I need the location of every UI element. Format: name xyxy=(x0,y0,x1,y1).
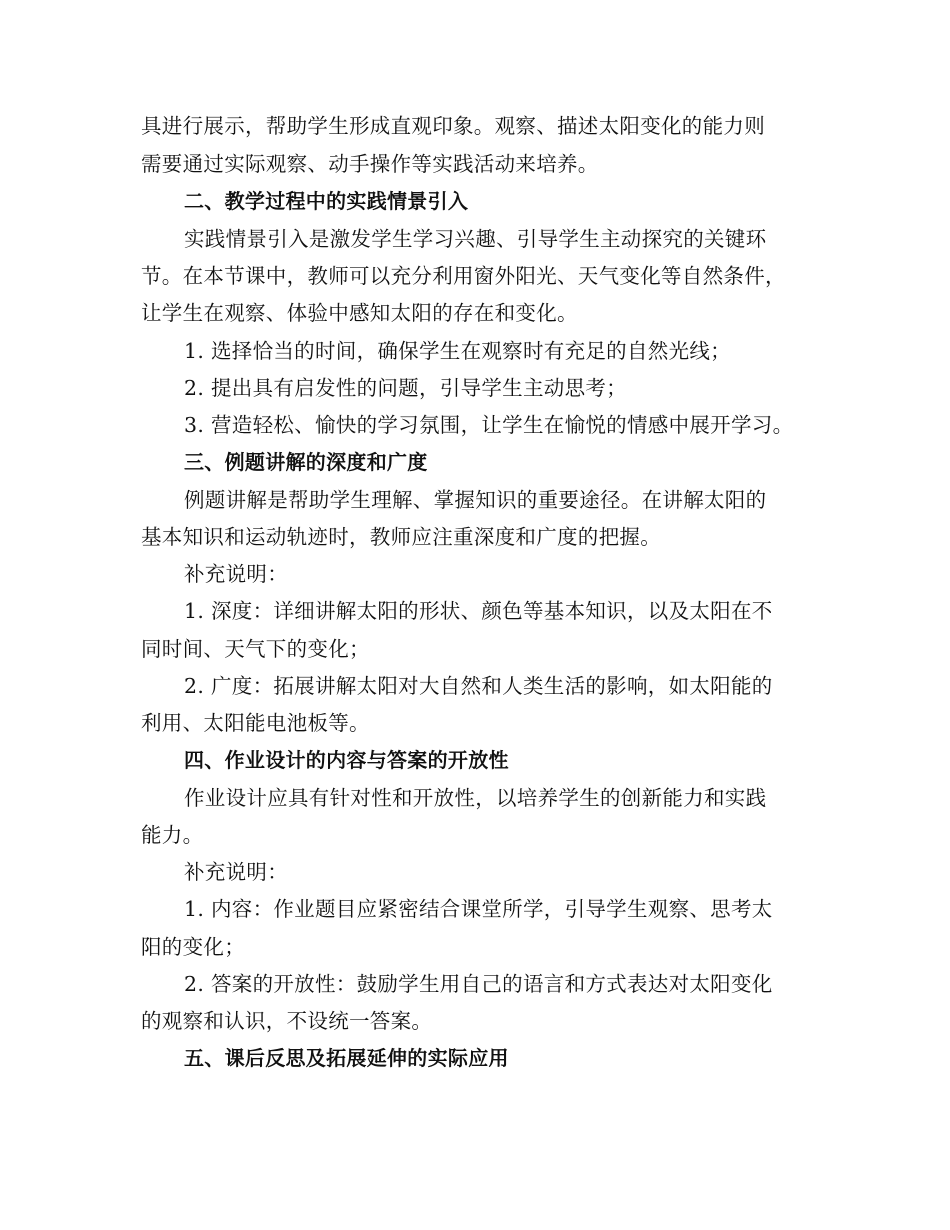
body-text-line: 节。在本节课中，教师可以充分利用窗外阳光、天气变化等自然条件， xyxy=(141,264,786,288)
list-item: 1. 深度：详细讲解太阳的形状、颜色等基本知识，以及太阳在不 xyxy=(184,599,773,623)
list-item: 2. 提出具有启发性的问题，引导学生主动思考； xyxy=(184,376,627,400)
section-heading-3: 三、例题讲解的深度和广度 xyxy=(184,450,428,474)
list-item: 1. 内容：作业题目应紧密结合课堂所学，引导学生观察、思考太 xyxy=(184,897,773,921)
body-text-line: 作业设计应具有针对性和开放性，以培养学生的创新能力和实践 xyxy=(184,786,767,810)
list-item: 2. 广度：拓展讲解太阳对大自然和人类生活的影响，如太阳能的 xyxy=(184,674,773,698)
section-heading-2: 二、教学过程中的实践情景引入 xyxy=(184,189,469,213)
list-item-continuation: 利用、太阳能电池板等。 xyxy=(141,711,370,735)
list-item-continuation: 的观察和认识，不设统一答案。 xyxy=(141,1009,433,1033)
list-item-continuation: 阳的变化； xyxy=(141,935,245,959)
section-heading-4: 四、作业设计的内容与答案的开放性 xyxy=(184,748,509,772)
body-text-line: 实践情景引入是激发学生学习兴趣、引导学生主动探究的关键环 xyxy=(184,227,767,251)
section-heading-5: 五、课后反思及拓展延伸的实际应用 xyxy=(184,1046,509,1070)
list-item: 2. 答案的开放性：鼓励学生用自己的语言和方式表达对太阳变化 xyxy=(184,972,773,996)
body-text-line: 需要通过实际观察、动手操作等实践活动来培养。 xyxy=(141,152,599,176)
body-text-line: 具进行展示，帮助学生形成直观印象。观察、描述太阳变化的能力则 xyxy=(141,114,765,138)
list-item: 3. 营造轻松、愉快的学习氛围，让学生在愉悦的情感中展开学习。 xyxy=(184,413,794,437)
body-text-line: 基本知识和运动轨迹时，教师应注重深度和广度的把握。 xyxy=(141,525,661,549)
body-text-line: 例题讲解是帮助学生理解、掌握知识的重要途径。在讲解太阳的 xyxy=(184,488,767,512)
note-label: 补充说明： xyxy=(184,562,288,586)
body-text-line: 让学生在观察、体验中感知太阳的存在和变化。 xyxy=(141,301,578,325)
list-item: 1. 选择恰当的时间，确保学生在观察时有充足的自然光线； xyxy=(184,339,731,363)
body-text-line: 能力。 xyxy=(141,823,204,847)
list-item-continuation: 同时间、天气下的变化； xyxy=(141,637,370,661)
note-label: 补充说明： xyxy=(184,860,288,884)
